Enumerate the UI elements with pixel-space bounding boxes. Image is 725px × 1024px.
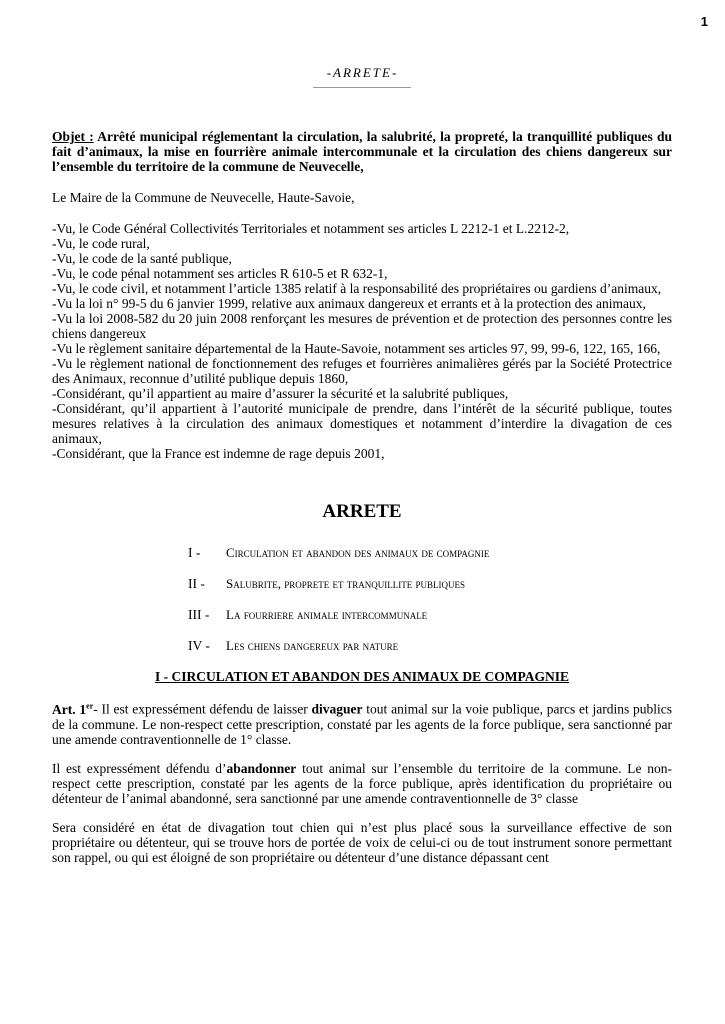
toc-item (188, 607, 672, 622)
page-number: 1 (700, 14, 708, 29)
toc-number: III - (188, 607, 210, 622)
arrete-title: ARRETE (322, 501, 402, 522)
visa-item: -Vu, le code civil, et notamment l’article 1385 relatif à la responsabilité des propriétaires ou gardiens d’animaux, (52, 281, 662, 296)
toc-title: La fourriere animale intercommunale (226, 607, 428, 622)
article-1-label: Art. 1er (52, 701, 94, 717)
visa-item: -Vu la loi 2008-582 du 20 juin 2008 renforçant les mesures de prévention et de protection des personnes contre les chiens dangereux (52, 311, 672, 341)
visa-item: -Considérant, que la France est indemne de rage depuis 2001, (52, 446, 385, 461)
toc-item (188, 545, 672, 560)
toc-number: II - (188, 576, 205, 591)
objet-paragraph (52, 129, 672, 174)
maire-line: Le Maire de la Commune de Neuvecelle, Haute-Savoie, (52, 190, 355, 205)
toc-title: Salubrite, proprete et tranquillite publiques (226, 576, 465, 591)
section-1-title: I - CIRCULATION ET ABANDON DES ANIMAUX DE COMPAGNIE (154, 669, 570, 684)
toc-number: I - (188, 545, 201, 560)
abandon-keyword: abandonner (226, 760, 297, 776)
objet-text: Arrêté municipal réglementant la circulation, la salubrité, la propreté, la tranquillité publiques du fait d’animaux, la mise en fourrière animale intercommunale et la circulation des chiens dangereux sur l’ensemble du territoire de la commune de Neuvecelle, (52, 129, 672, 174)
table-of-contents (188, 545, 672, 653)
toc-item (188, 576, 672, 591)
visa-item: -Considérant, qu’il appartient à l’autorité municipale de prendre, dans l’intérêt de la sécurité publique, toutes mesures relatives à la circulation des animaux domestiques et notamment d’interdire la divagation de ces animaux, (52, 401, 672, 446)
article-1-keyword: divaguer (311, 701, 363, 717)
article-1-text-post: tout animal sur la voie publique, parcs et jardins publics de la commune. Le non-respect cette prescription, constaté par les agents de la force publique, sera sanctionné par une amende contraventionnelle de 1° classe. (52, 701, 673, 747)
document-body (52, 129, 672, 865)
paragraph-abandon: Il est expressément défendu d’abandonner tout animal sur l’ensemble du territoire de la commune. Le non-respect cette prescription, constaté par les agents de la force publique, après identification du propriétaire ou détenteur de l’animal abandonné, sera sanctionné par une amende contraventionnelle de 3° classe (52, 760, 672, 806)
toc-item (188, 638, 672, 653)
visa-item: -Vu, le Code Général Collectivités Territoriales et notamment ses articles L 2212-1 et L.2212-2, (52, 221, 570, 236)
visa-item: -Vu la loi n° 99-5 du 6 janvier 1999, relative aux animaux dangereux et errants et à la protection des animaux, (52, 296, 646, 311)
visa-item: -Considérant, qu’il appartient au maire d’assurer la sécurité et la salubrité publiques, (52, 386, 509, 401)
visa-item: -Vu, le code de la santé publique, (52, 251, 232, 266)
toc-title: Les chiens dangereux par nature (226, 638, 399, 653)
article-1 (52, 698, 672, 747)
article-1-text-pre: - Il est expressément défendu de laisser (93, 701, 312, 717)
toc-title: Circulation et abandon des animaux de compagnie (226, 545, 490, 560)
visa-item: -Vu le règlement national de fonctionnement des refuges et fourrières animalières gérés par la Société Protectrice des Animaux, reconnue d’utilité publique depuis 1860, (52, 356, 672, 386)
header-text: -ARRETE- (326, 65, 399, 80)
visas-list (52, 221, 672, 461)
toc-number: IV - (188, 638, 210, 653)
header-rule (313, 87, 411, 88)
visa-item: -Vu le règlement sanitaire départemental de la Haute-Savoie, notamment ses articles 97, 99, 99-6, 122, 165, 166, (52, 341, 661, 356)
paragraph-divagation: Sera considéré en état de divagation tout chien qui n’est plus placé sous la surveillance effective de son propriétaire ou détenteur, qui se trouve hors de portée de voix de celui-ci ou de tout instrument sonore permettant son rappel, ou qui est éloigné de son propriétaire ou détenteur d’une distance dépassant cent (52, 819, 672, 865)
visa-item: -Vu, le code rural, (52, 236, 150, 251)
objet-label: Objet : (52, 129, 94, 144)
document-header (0, 64, 725, 82)
visa-item: -Vu, le code pénal notamment ses articles R 610-5 et R 632-1, (52, 266, 388, 281)
